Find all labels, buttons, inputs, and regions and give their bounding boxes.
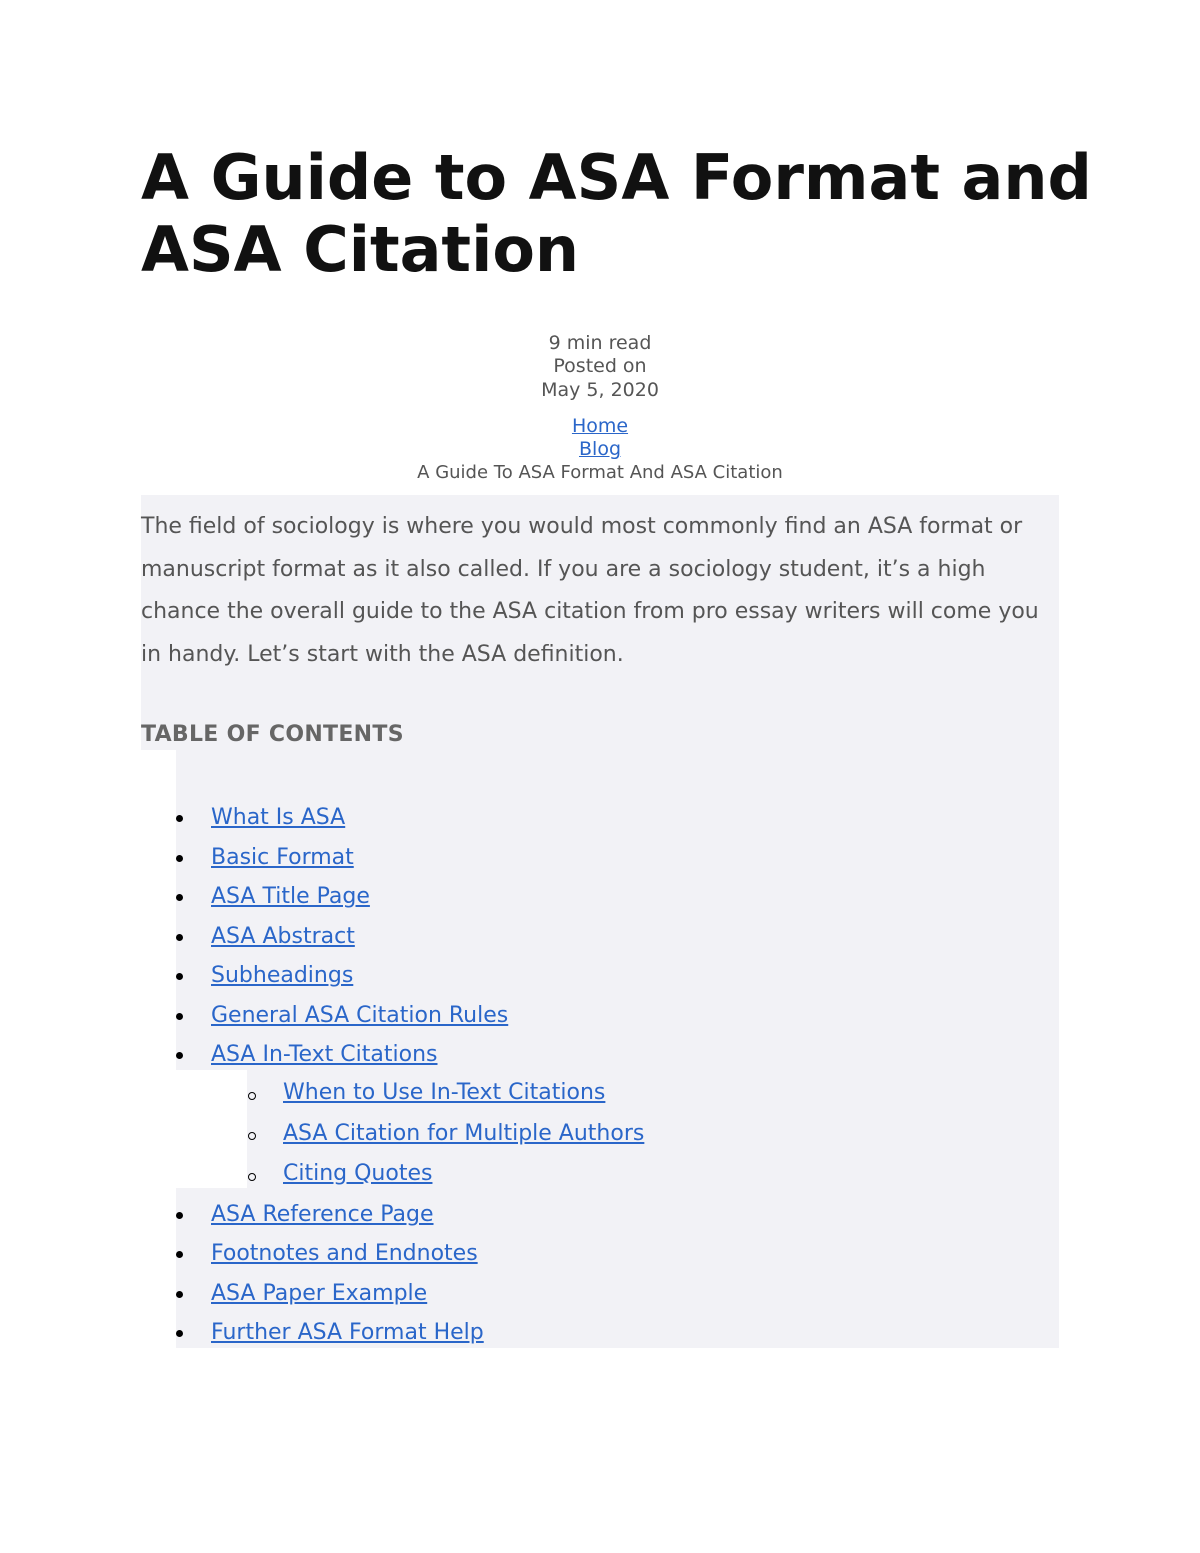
toc-link-in-text-citations[interactable]: ASA In-Text Citations xyxy=(211,1042,438,1067)
breadcrumb-home-link[interactable]: Home xyxy=(571,415,629,437)
bullet-icon xyxy=(176,815,183,822)
toc-heading: TABLE OF CONTENTS xyxy=(141,722,404,747)
toc-link-further-help[interactable]: Further ASA Format Help xyxy=(211,1320,484,1345)
bullet-icon xyxy=(176,1291,183,1298)
circle-bullet-icon xyxy=(248,1173,256,1181)
bullet-icon xyxy=(176,1251,183,1258)
page-title: A Guide to ASA Format and ASA Citation xyxy=(141,141,1092,286)
intro-paragraph: The field of sociology is where you would most commonly find an ASA format or manuscript format as it also called. If you are a sociology student, it’s a high chance the overall guide to the ASA citation from pro essay writers will come you in handy. Let’s start with the ASA definition. xyxy=(141,514,1039,667)
toc-link-footnotes[interactable]: Footnotes and Endnotes xyxy=(211,1241,478,1266)
bullet-icon xyxy=(176,1052,183,1059)
toc-link-basic-format[interactable]: Basic Format xyxy=(211,845,354,870)
toc-link-paper-example[interactable]: ASA Paper Example xyxy=(211,1281,428,1306)
bullet-icon xyxy=(176,894,183,901)
bullet-icon xyxy=(176,1013,183,1020)
circle-bullet-icon xyxy=(248,1092,256,1100)
toc-link-abstract[interactable]: ASA Abstract xyxy=(211,924,355,949)
breadcrumb-current: A Guide To ASA Format And ASA Citation xyxy=(417,462,783,483)
posted-label: Posted on xyxy=(553,355,647,377)
bullet-icon xyxy=(176,1330,183,1337)
bullet-icon xyxy=(176,855,183,862)
toc-link-title-page[interactable]: ASA Title Page xyxy=(211,884,370,909)
breadcrumb-blog-link[interactable]: Blog xyxy=(579,438,621,460)
toc-sublink-citing-quotes[interactable]: Citing Quotes xyxy=(283,1161,433,1186)
toc-link-general-rules[interactable]: General ASA Citation Rules xyxy=(211,1003,509,1028)
bullet-icon xyxy=(176,1212,183,1219)
bullet-icon xyxy=(176,934,183,941)
circle-bullet-icon xyxy=(248,1132,256,1140)
breadcrumb xyxy=(0,415,1200,484)
bullet-icon xyxy=(176,973,183,980)
toc-link-reference-page[interactable]: ASA Reference Page xyxy=(211,1202,434,1227)
read-time: 9 min read xyxy=(548,332,652,354)
toc-sublink-when-to-use[interactable]: When to Use In-Text Citations xyxy=(283,1080,606,1105)
toc-link-subheadings[interactable]: Subheadings xyxy=(211,963,354,988)
toc-link-what-is-asa[interactable]: What Is ASA xyxy=(211,805,346,830)
post-date: May 5, 2020 xyxy=(541,379,659,401)
toc-sublink-multiple-authors[interactable]: ASA Citation for Multiple Authors xyxy=(283,1121,645,1146)
